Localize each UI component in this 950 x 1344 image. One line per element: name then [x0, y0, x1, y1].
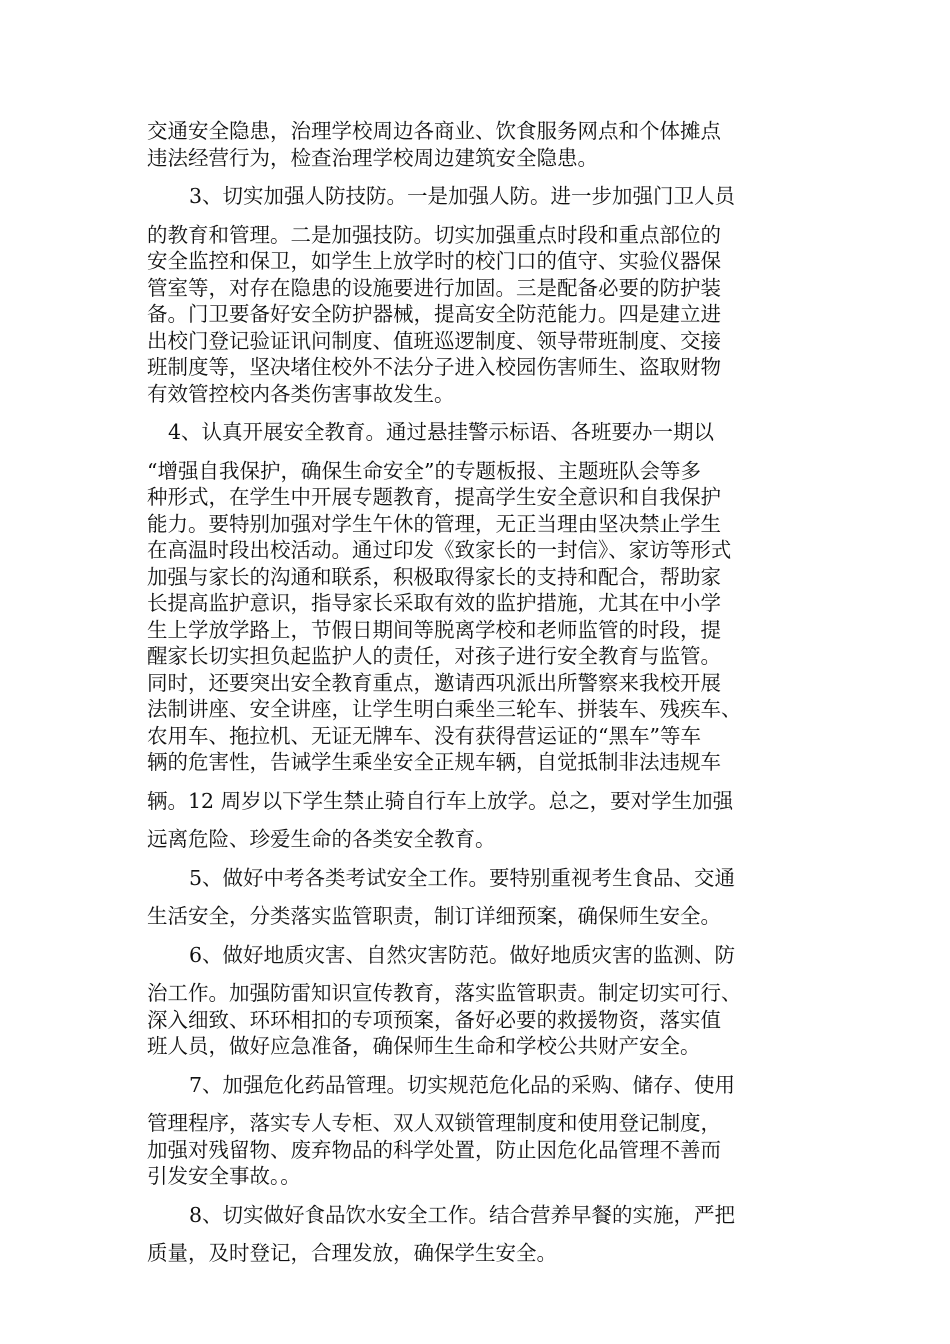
text-line: 交通安全隐患，治理学校周边各商业、饮食服务网点和个体摊点	[147, 119, 721, 143]
text-line: 辆。12 周岁以下学生禁止骑自行车上放学。总之，要对学生加强	[147, 788, 734, 813]
text-line: 5、做好中考各类考试安全工作。要特别重视考生食品、交通	[189, 865, 736, 890]
text-line: 出校门登记验证讯问制度、值班巡逻制度、领导带班制度、交接	[147, 328, 721, 353]
text-line: 在高温时段出校活动。通过印发《致家长的一封信》、家访等形式	[147, 538, 732, 562]
text-line: 6、做好地质灾害、自然灾害防范。做好地质灾害的监测、防	[189, 942, 736, 967]
text-line: 法制讲座、安全讲座，让学生明白乘坐三轮车、拼装车、残疾车、	[147, 697, 742, 721]
text-line: 安全监控和保卫，如学生上放学时的校门口的值守、实验仪器保	[147, 249, 721, 273]
text-line: 引发安全事故。。	[147, 1164, 301, 1188]
text-line: 8、切实做好食品饮水安全工作。结合营养早餐的实施，严把	[189, 1202, 736, 1227]
text-line: 的教育和管理。二是加强技防。切实加强重点时段和重点部位的	[147, 222, 721, 247]
text-line: 生上学放学路上，节假日期间等脱离学校和老师监管的时段，提	[147, 617, 721, 642]
text-line: 4、认真开展安全教育。通过悬挂警示标语、各班要办一期以	[168, 420, 715, 444]
text-line: “增强自我保护，确保生命安全”的专题板报、主题班队会等多	[147, 458, 701, 483]
text-line: 深入细致、环环相扣的专项预案，备好必要的救援物资，落实值	[147, 1007, 721, 1032]
text-line: 备。门卫要备好安全防护器械，提高安全防范能力。四是建立进	[147, 302, 721, 326]
text-line: 同时，还要突出安全教育重点，邀请西巩派出所警察来我校开展	[147, 670, 721, 695]
text-line: 7、加强危化药品管理。切实规范危化品的采购、储存、使用	[189, 1072, 736, 1097]
text-line: 辆的危害性，告诫学生乘坐安全正规车辆，自觉抵制非法违规车	[147, 750, 721, 774]
paragraph-item-3	[147, 183, 815, 407]
text-line: 农用车、拖拉机、无证无牌车、没有获得营运证的“黑车”等车	[147, 723, 701, 748]
text-line: 治工作。加强防雷知识宣传教育，落实监管职责。制定切实可行、	[147, 981, 742, 1005]
text-line: 管室等，对存在隐患的设施要进行加固。三是配备必要的防护装	[147, 275, 721, 300]
paragraph-item-6	[147, 942, 815, 1060]
text-line: 加强对残留物、废弃物品的科学处置，防止因危化品管理不善而	[147, 1137, 721, 1162]
paragraph-item-5	[147, 865, 815, 930]
document-body	[147, 118, 815, 1267]
text-line: 班人员，做好应急准备，确保师生生命和学校公共财产安全。	[147, 1034, 701, 1058]
text-line: 质量，及时登记，合理发放，确保学生安全。	[147, 1241, 557, 1265]
text-line: 管理程序，落实专人专柜、双人双锁管理制度和使用登记制度，	[147, 1111, 721, 1135]
text-line: 种形式，在学生中开展专题教育，提高学生安全意识和自我保护	[147, 485, 721, 509]
text-line: 能力。要特别加强对学生午休的管理，无正当理由坚决禁止学生	[147, 511, 721, 536]
paragraph-item-4	[147, 419, 815, 853]
text-line: 3、切实加强人防技防。一是加强人防。进一步加强门卫人员	[189, 184, 736, 208]
text-line: 班制度等，坚决堵住校外不法分子进入校园伤害师生、盗取财物	[147, 355, 721, 379]
text-line: 远离危险、珍爱生命的各类安全教育。	[147, 827, 496, 851]
paragraph-item-7	[147, 1072, 815, 1190]
paragraph-hazards-end	[147, 118, 815, 171]
text-line: 违法经营行为，检查治理学校周边建筑安全隐患。	[147, 145, 598, 170]
text-line: 长提高监护意识，指导家长采取有效的监护措施，尤其在中小学	[147, 591, 721, 615]
text-line: 有效管控校内各类伤害事故发生。	[147, 381, 455, 406]
text-line: 加强与家长的沟通和联系，积极取得家长的支持和配合，帮助家	[147, 564, 721, 589]
text-line: 生活安全，分类落实监管职责，制订详细预案，确保师生安全。	[147, 904, 721, 928]
text-line: 醒家长切实担负起监护人的责任，对孩子进行安全教育与监管。	[147, 644, 721, 668]
paragraph-item-8	[147, 1202, 815, 1267]
